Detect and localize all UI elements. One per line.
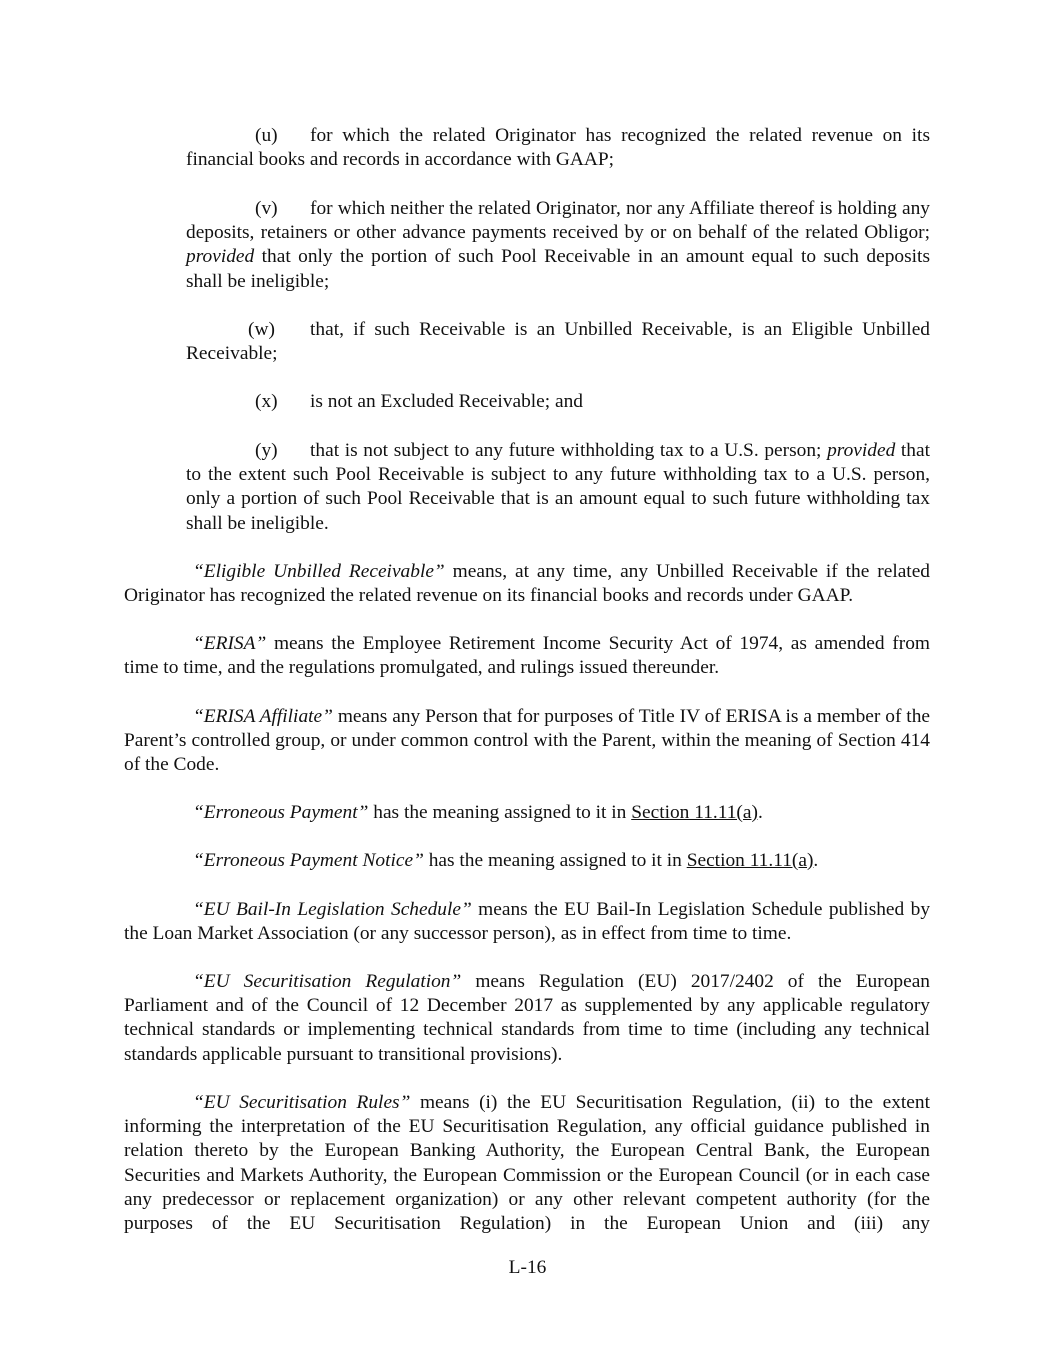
- definition-eligible-unbilled-receivable: [124, 560, 930, 608]
- item-w: [186, 318, 930, 366]
- defined-term: “Eligible Unbilled Receivable”: [193, 561, 445, 582]
- definition-erroneous-payment: [124, 801, 930, 825]
- definition-text: has the meaning assigned to it in: [423, 850, 687, 871]
- definition-text: means the EU Bail-In Legislation Schedule published by the Loan Market Association (or any successor person), as in effect from time to time.: [124, 899, 931, 945]
- defined-term: “EU Bail-In Legislation Schedule”: [193, 899, 472, 920]
- defined-term: “EU Securitisation Rules”: [193, 1092, 411, 1113]
- page-number: L-16: [508, 1257, 547, 1278]
- defined-term: “Erroneous Payment”: [193, 802, 369, 823]
- definition-erisa: [124, 632, 930, 680]
- item-u: [186, 124, 930, 172]
- item-text: that is not subject to any future withholding tax to a U.S. person;: [310, 440, 828, 461]
- item-label: (u): [255, 125, 278, 146]
- definition-eu-bail-in-legislation-schedule: [124, 898, 930, 946]
- item-text: that to the extent such Pool Receivable is subject to any future withholding tax to a U.S. person, only a portion of such Pool Receivable that is an amount equal to such future withholding tax shall be ineligible.: [186, 440, 930, 534]
- definition-text: means the Employee Retirement Income Security Act of 1974, as amended from time to time, and the regulations promulgated, and rulings issued thereunder.: [124, 633, 930, 679]
- item-v: [186, 197, 930, 294]
- definition-text: means (i) the EU Securitisation Regulation, (ii) to the extent informing the interpretation of the EU Securitisation Regulation, any official guidance published in relation thereto by the European Banking Authority, the European Central Bank, the European Securities and Markets Authority, the European Commission or the European Council (or in each case any predecessor or replacement organization) or any other relevant competent authority (for the purposes of the EU Securitisation Regulation) in the European Union and (iii) any: [124, 1092, 930, 1235]
- item-label: (v): [255, 198, 278, 219]
- section-reference-link[interactable]: Section 11.11(a): [686, 850, 814, 871]
- defined-term: “ERISA Affiliate”: [193, 706, 333, 727]
- item-text: is not an Excluded Receivable; and: [310, 391, 583, 412]
- definition-text: has the meaning assigned to it in: [368, 802, 632, 823]
- defined-term: “EU Securitisation Regulation”: [193, 971, 462, 992]
- item-text: for which neither the related Originator, nor any Affiliate thereof is holding any deposits, retainers or other advance payments received by or on behalf of the related Obligor;: [186, 198, 930, 244]
- definition-text: means, at any time, any Unbilled Receivable if the related Originator has recognized the related revenue on its financial books and records under GAAP.: [124, 561, 930, 607]
- item-label: (y): [255, 440, 278, 461]
- definition-end: .: [757, 802, 763, 823]
- provided-term: provided: [186, 246, 255, 268]
- definition-erroneous-payment-notice: [124, 849, 930, 873]
- item-label: (w): [248, 319, 275, 340]
- definition-erisa-affiliate: [124, 705, 930, 778]
- definition-eu-securitisation-rules: [124, 1091, 930, 1236]
- definition-end: .: [813, 850, 819, 871]
- item-y: [186, 439, 930, 536]
- definition-text: means Regulation (EU) 2017/2402 of the European Parliament and of the Council of 12 December 2017 as supplemented by any applicable regulatory technical standards or implementing technical standards from time to time (including any technical standards applicable pursuant to transitional provisions).: [124, 971, 930, 1065]
- definition-text: means any Person that for purposes of Title IV of ERISA is a member of the Parent’s controlled group, or under common control with the Parent, within the meaning of Section 414 of the Code.: [124, 706, 930, 776]
- item-x: [186, 390, 930, 414]
- defined-term: “ERISA”: [193, 633, 267, 654]
- item-label: (x): [255, 391, 278, 412]
- item-text: for which the related Originator has recognized the related revenue on its financial books and records in accordance with GAAP;: [186, 125, 930, 171]
- definition-eu-securitisation-regulation: [124, 970, 930, 1067]
- item-text: that, if such Receivable is an Unbilled Receivable, is an Eligible Unbilled Receivable;: [186, 319, 930, 365]
- item-text: that only the portion of such Pool Receivable in an amount equal to such deposits shall be ineligible;: [186, 246, 930, 292]
- defined-term: “Erroneous Payment Notice”: [193, 850, 424, 871]
- section-reference-link[interactable]: Section 11.11(a): [631, 802, 758, 823]
- provided-term: provided: [827, 440, 896, 461]
